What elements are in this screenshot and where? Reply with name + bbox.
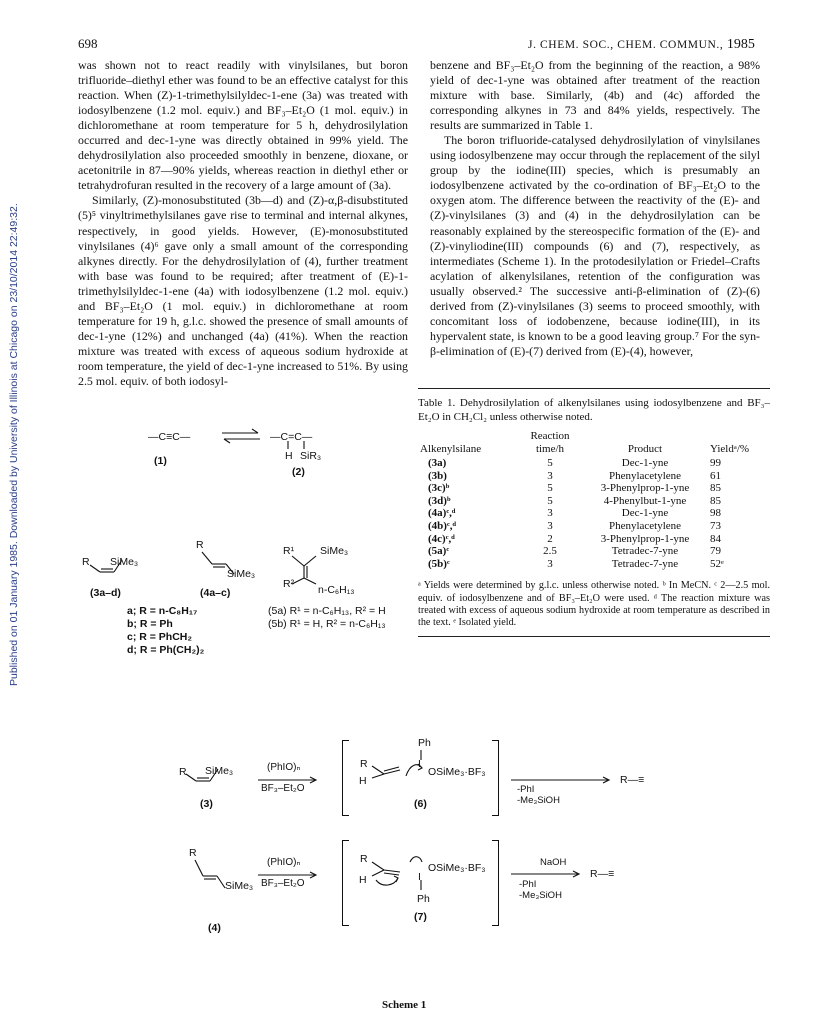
table-1 <box>418 388 770 637</box>
cell-silane: (4a)ᶜ,ᵈ <box>428 507 456 520</box>
scheme-h-7: H <box>359 874 367 886</box>
table-row <box>418 457 770 470</box>
label-4: (4a–c) <box>200 587 231 599</box>
disubstituted-vinyl-bond-icon <box>292 556 332 586</box>
alkyne-fragment: —C≡C— <box>148 431 191 443</box>
scheme-iodine-7: I <box>418 871 421 883</box>
scheme-title: Scheme 1 <box>382 999 427 1011</box>
label-3: (3a–d) <box>90 587 121 599</box>
scheme-h-6: H <box>359 775 367 787</box>
scheme-sime3-3: SiMe₃ <box>205 765 234 777</box>
cell-product: Dec-1-yne <box>621 457 669 469</box>
cell-silane: (3c)ᵇ <box>428 482 450 495</box>
journal-year: 1985 <box>726 37 755 52</box>
scheme-product-1: R—≡ <box>620 774 645 786</box>
table-row <box>418 558 770 571</box>
substituent-a: a; R = n-C₈H₁₇ <box>127 605 198 617</box>
cell-yield: 99 <box>710 457 721 469</box>
cell-product: 4-Phenylbut-1-yne <box>603 494 687 507</box>
vinyl-iodine-intermediate-6-icon <box>366 750 436 790</box>
table-row <box>418 482 770 495</box>
cell-product: 3-Phenylprop-1-yne <box>600 532 690 545</box>
scheme-iodine-6: I <box>418 758 421 770</box>
scheme-ph-7: Ph <box>417 893 430 905</box>
cell-product: Dec-1-yne <box>621 507 669 520</box>
cell-time: 2 <box>547 532 553 545</box>
scheme-naoh: NaOH <box>540 857 567 868</box>
scheme-sime3-4: SiMe₃ <box>225 880 254 892</box>
right-paragraph-1: benzene and BF₃–Et₂O from the beginning of the reaction, a 98% yield of dec-1-yne was obtained after treatment of the reaction mixture with base. Similarly, (4b) and (4c) afforded the corresponding alkynes in 73 and 84% yields, respectively. The results are summarized in Table 1. <box>430 58 760 133</box>
scheme-reagent-1: (PhIO)ₙ <box>267 762 301 773</box>
scheme-loss-silanol-2: -Me₃SiOH <box>519 890 562 901</box>
table-row <box>418 495 770 508</box>
cell-silane: (3d)ᵇ <box>428 494 451 507</box>
results-table <box>418 430 770 570</box>
header-yield: Yieldᵃ/% <box>710 442 750 455</box>
right-column <box>430 58 760 359</box>
scheme-reagent-2: (PhIO)ₙ <box>267 857 301 868</box>
scheme-osime3-6: OSiMe₃·BF₃ <box>428 766 486 778</box>
cell-yield: 98 <box>710 507 721 520</box>
substituent-5b: (5b) R¹ = H, R² = n-C₆H₁₃ <box>268 618 386 630</box>
equilibrium-arrow-icon <box>222 428 262 444</box>
scheme-osime3-7: OSiMe₃·BF₃ <box>428 862 486 874</box>
scheme-r-3: R <box>179 766 187 778</box>
table-bottom-rule <box>418 636 770 637</box>
cell-product: Tetradec-7-yne <box>611 557 679 570</box>
scheme-label-6: (6) <box>414 798 427 810</box>
r1-group: R¹ <box>283 545 295 557</box>
scheme-r-6: R <box>360 758 368 770</box>
cell-time: 3 <box>547 469 553 482</box>
cell-time: 3 <box>547 507 553 520</box>
scheme-r-4: R <box>189 847 197 859</box>
scheme-trans-bond-icon <box>193 858 233 898</box>
cell-time: 5 <box>547 457 553 469</box>
header-time-bottom: time/h <box>535 442 565 455</box>
bracket-open-7 <box>342 840 349 926</box>
cell-silane: (3a) <box>428 457 447 469</box>
table-caption: Table 1. Dehydrosilylation of alkenylsilanes using iodosylbenzene and BF₃–Et₂O in CH₂Cl₂ unless otherwise noted. <box>418 397 770 423</box>
cell-product: Phenylacetylene <box>608 469 682 482</box>
journal-header <box>528 37 755 53</box>
table-row <box>418 520 770 533</box>
cell-time: 5 <box>547 494 553 507</box>
sime3-4: SiMe₃ <box>227 568 256 580</box>
substituent-b: b; R = Ph <box>127 618 173 630</box>
cell-silane: (3b) <box>428 469 447 482</box>
label-2: (2) <box>292 466 305 478</box>
cell-silane: (5a)ᶜ <box>428 545 450 558</box>
scheme-catalyst-1: BF₃–Et₂O <box>261 783 305 794</box>
scheme-arrow-2-icon <box>511 776 613 784</box>
hexyl-group: n-C₆H₁₃ <box>318 584 355 596</box>
right-paragraph-2: The boron trifluoride-catalysed dehydrosilylation of vinylsilanes using iodosylbenzene may occur through the replacement of the silyl group by the iodine(III) species, which is presumably an iodosylbenzene activated by the co-ordination of BF₃–Et₂O to the oxygen atom. The difference between the reactivity of the (E)- and (Z)-vinylsilanes (3) and (4) in the dehydrosilylation can be reasonably explained by the stereospecific formation of the (E)- and (Z)-vinyliodine(III) compounds (6) and (7), respectively, as intermediates (Scheme 1). In the protodesilylation or Friedel–Crafts acylation of alkenylsilanes, retention of the configuration was usually observed.² The successive anti-β-elimination of (Z)-(6) derived from (Z)-vinylsilanes (3) seems to proceed smoothly, with concomitant loss of iodobenzene, because iodine(III), in its hypervalent state, is known to be a good leaving group.⁷ For the syn-β-elimination of (E)-(7) derived from (E)-(4), however, <box>430 133 760 358</box>
table-footnotes: ᵃ Yields were determined by g.l.c. unless otherwise noted. ᵇ In MeCN. ᶜ 2—2.5 mol. equiv. of iodosylbenzene and of BF₃–Et₂O were used. ᵈ The reaction mixture was treated with excess of aqueous sodium hydroxide at room temperature as described in the text. ᵉ Isolated yield. <box>418 580 770 629</box>
vinylsilane-fragment: —C=C— <box>270 431 313 443</box>
cell-yield: 85 <box>710 494 721 507</box>
bracket-close-6 <box>492 740 499 816</box>
scheme-loss-phi-2: -PhI <box>519 879 537 890</box>
header-product: Product <box>627 442 663 455</box>
download-watermark: Published on 01 January 1985. Downloaded by University of Illinois at Chicago on 23/10/2014 22:49:32. <box>8 203 20 687</box>
journal-name: J. CHEM. SOC., CHEM. COMMUN., <box>528 39 724 51</box>
bracket-close-7 <box>492 840 499 926</box>
cell-yield: 61 <box>710 469 721 482</box>
table-row <box>418 507 770 520</box>
page-number: 698 <box>78 36 98 51</box>
substituent-d: d; R = Ph(CH₂)₂ <box>127 644 205 656</box>
r2-group: R² <box>283 578 295 590</box>
r-group-4: R <box>196 539 204 551</box>
cell-time: 5 <box>547 482 553 495</box>
substituent-5a: (5a) R¹ = n-C₆H₁₃, R² = H <box>268 605 386 617</box>
cell-product: Tetradec-7-yne <box>611 545 679 558</box>
scheme-label-3: (3) <box>200 798 213 810</box>
sime3-5: SiMe₃ <box>320 545 349 557</box>
table-row <box>418 545 770 558</box>
cell-yield: 85 <box>710 482 721 495</box>
cell-time: 2.5 <box>543 545 557 558</box>
cell-time: 3 <box>547 557 553 570</box>
header-silane: Alkenylsilane <box>420 442 482 455</box>
scheme-catalyst-2: BF₃–Et₂O <box>261 878 305 889</box>
scheme-loss-phi-1: -PhI <box>517 784 535 795</box>
cell-yield: 84 <box>710 532 721 545</box>
cell-yield: 52ᵉ <box>710 557 724 570</box>
table-top-rule <box>418 388 770 389</box>
scheme-loss-silanol-1: -Me₃SiOH <box>517 795 560 806</box>
h-atom: H <box>285 450 293 462</box>
scheme-ph-6: Ph <box>418 737 431 749</box>
scheme-product-2: R—≡ <box>590 868 615 880</box>
left-paragraph-1: was shown not to react readily with vinylsilanes, but boron trifluoride–diethyl ether was found to be an effective catalyst for this reaction. When (Z)-1-trimethylsilyldec-1-ene (3a) was treated with iodosylbenzene (1.2 mol. equiv.) and BF₃–Et₂O (1 mol. equiv.) in dichloromethane at room temperature for 5 h, dehydrosilylation occurred and dec-1-yne was directly obtained in 99% yield. The dehydrosilylation also proceeded smoothly in benzene, dioxane, or acetonitrile in 87—90% yields, whereas reaction in diethyl ether or tetrahydrofuran resulted in the recovery of a large amount of (3a). <box>78 58 408 193</box>
bracket-open-6 <box>342 740 349 816</box>
header-time-top: Reaction <box>530 430 570 442</box>
scheme-label-7: (7) <box>414 911 427 923</box>
r-group-3: R <box>82 556 90 568</box>
substituent-c: c; R = PhCH₂ <box>127 631 193 643</box>
table-row <box>418 533 770 546</box>
cell-product: Phenylacetylene <box>608 519 682 532</box>
cell-product: 3-Phenylprop-1-yne <box>600 482 690 495</box>
scheme-label-4: (4) <box>208 922 221 934</box>
left-paragraph-2: Similarly, (Z)-monosubstituted (3b—d) and (Z)-α,β-disubstituted (5)⁵ vinyltrimethylsilanes gave rise to terminal and internal alkynes, respectively, in good yields. However, (E)-monosubstituted vinylsilanes (4)⁶ gave only a small amount of the corresponding alkynes directly. For the dehydrosilylation of (4), further treatment with base was found to be required; after treatment of (E)-1-trimethylsilyldec-1-ene (4a) with iodosylbenzene (1.2 mol. equiv.) and BF₃–Et₂O (1 mol. equiv.) in dichloromethane at room temperature for 19 h, g.l.c. showed the presence of small amounts of dec-1-yne (12%) and unchanged (4a) (41%). When the reaction mixture was treated with excess of aqueous sodium hydroxide at room temperature, the yield of dec-1-yne increased to 51%. By using 2.5 mol. equiv. of both iodosyl- <box>78 193 408 388</box>
scheme-r-7: R <box>360 853 368 865</box>
sime3-3: SiMe₃ <box>110 556 139 568</box>
cell-time: 3 <box>547 519 553 532</box>
cell-yield: 73 <box>710 519 721 532</box>
cell-silane: (4c)ᶜ,ᵈ <box>428 532 455 545</box>
left-column <box>78 58 408 389</box>
cell-silane: (5b)ᶜ <box>428 557 450 570</box>
cell-yield: 79 <box>710 545 721 558</box>
scheme-arrow-4-icon <box>511 870 583 878</box>
table-row <box>418 470 770 483</box>
label-1: (1) <box>154 455 167 467</box>
silyl-group: SiR₃ <box>300 450 322 462</box>
cell-silane: (4b)ᶜ,ᵈ <box>428 519 457 532</box>
